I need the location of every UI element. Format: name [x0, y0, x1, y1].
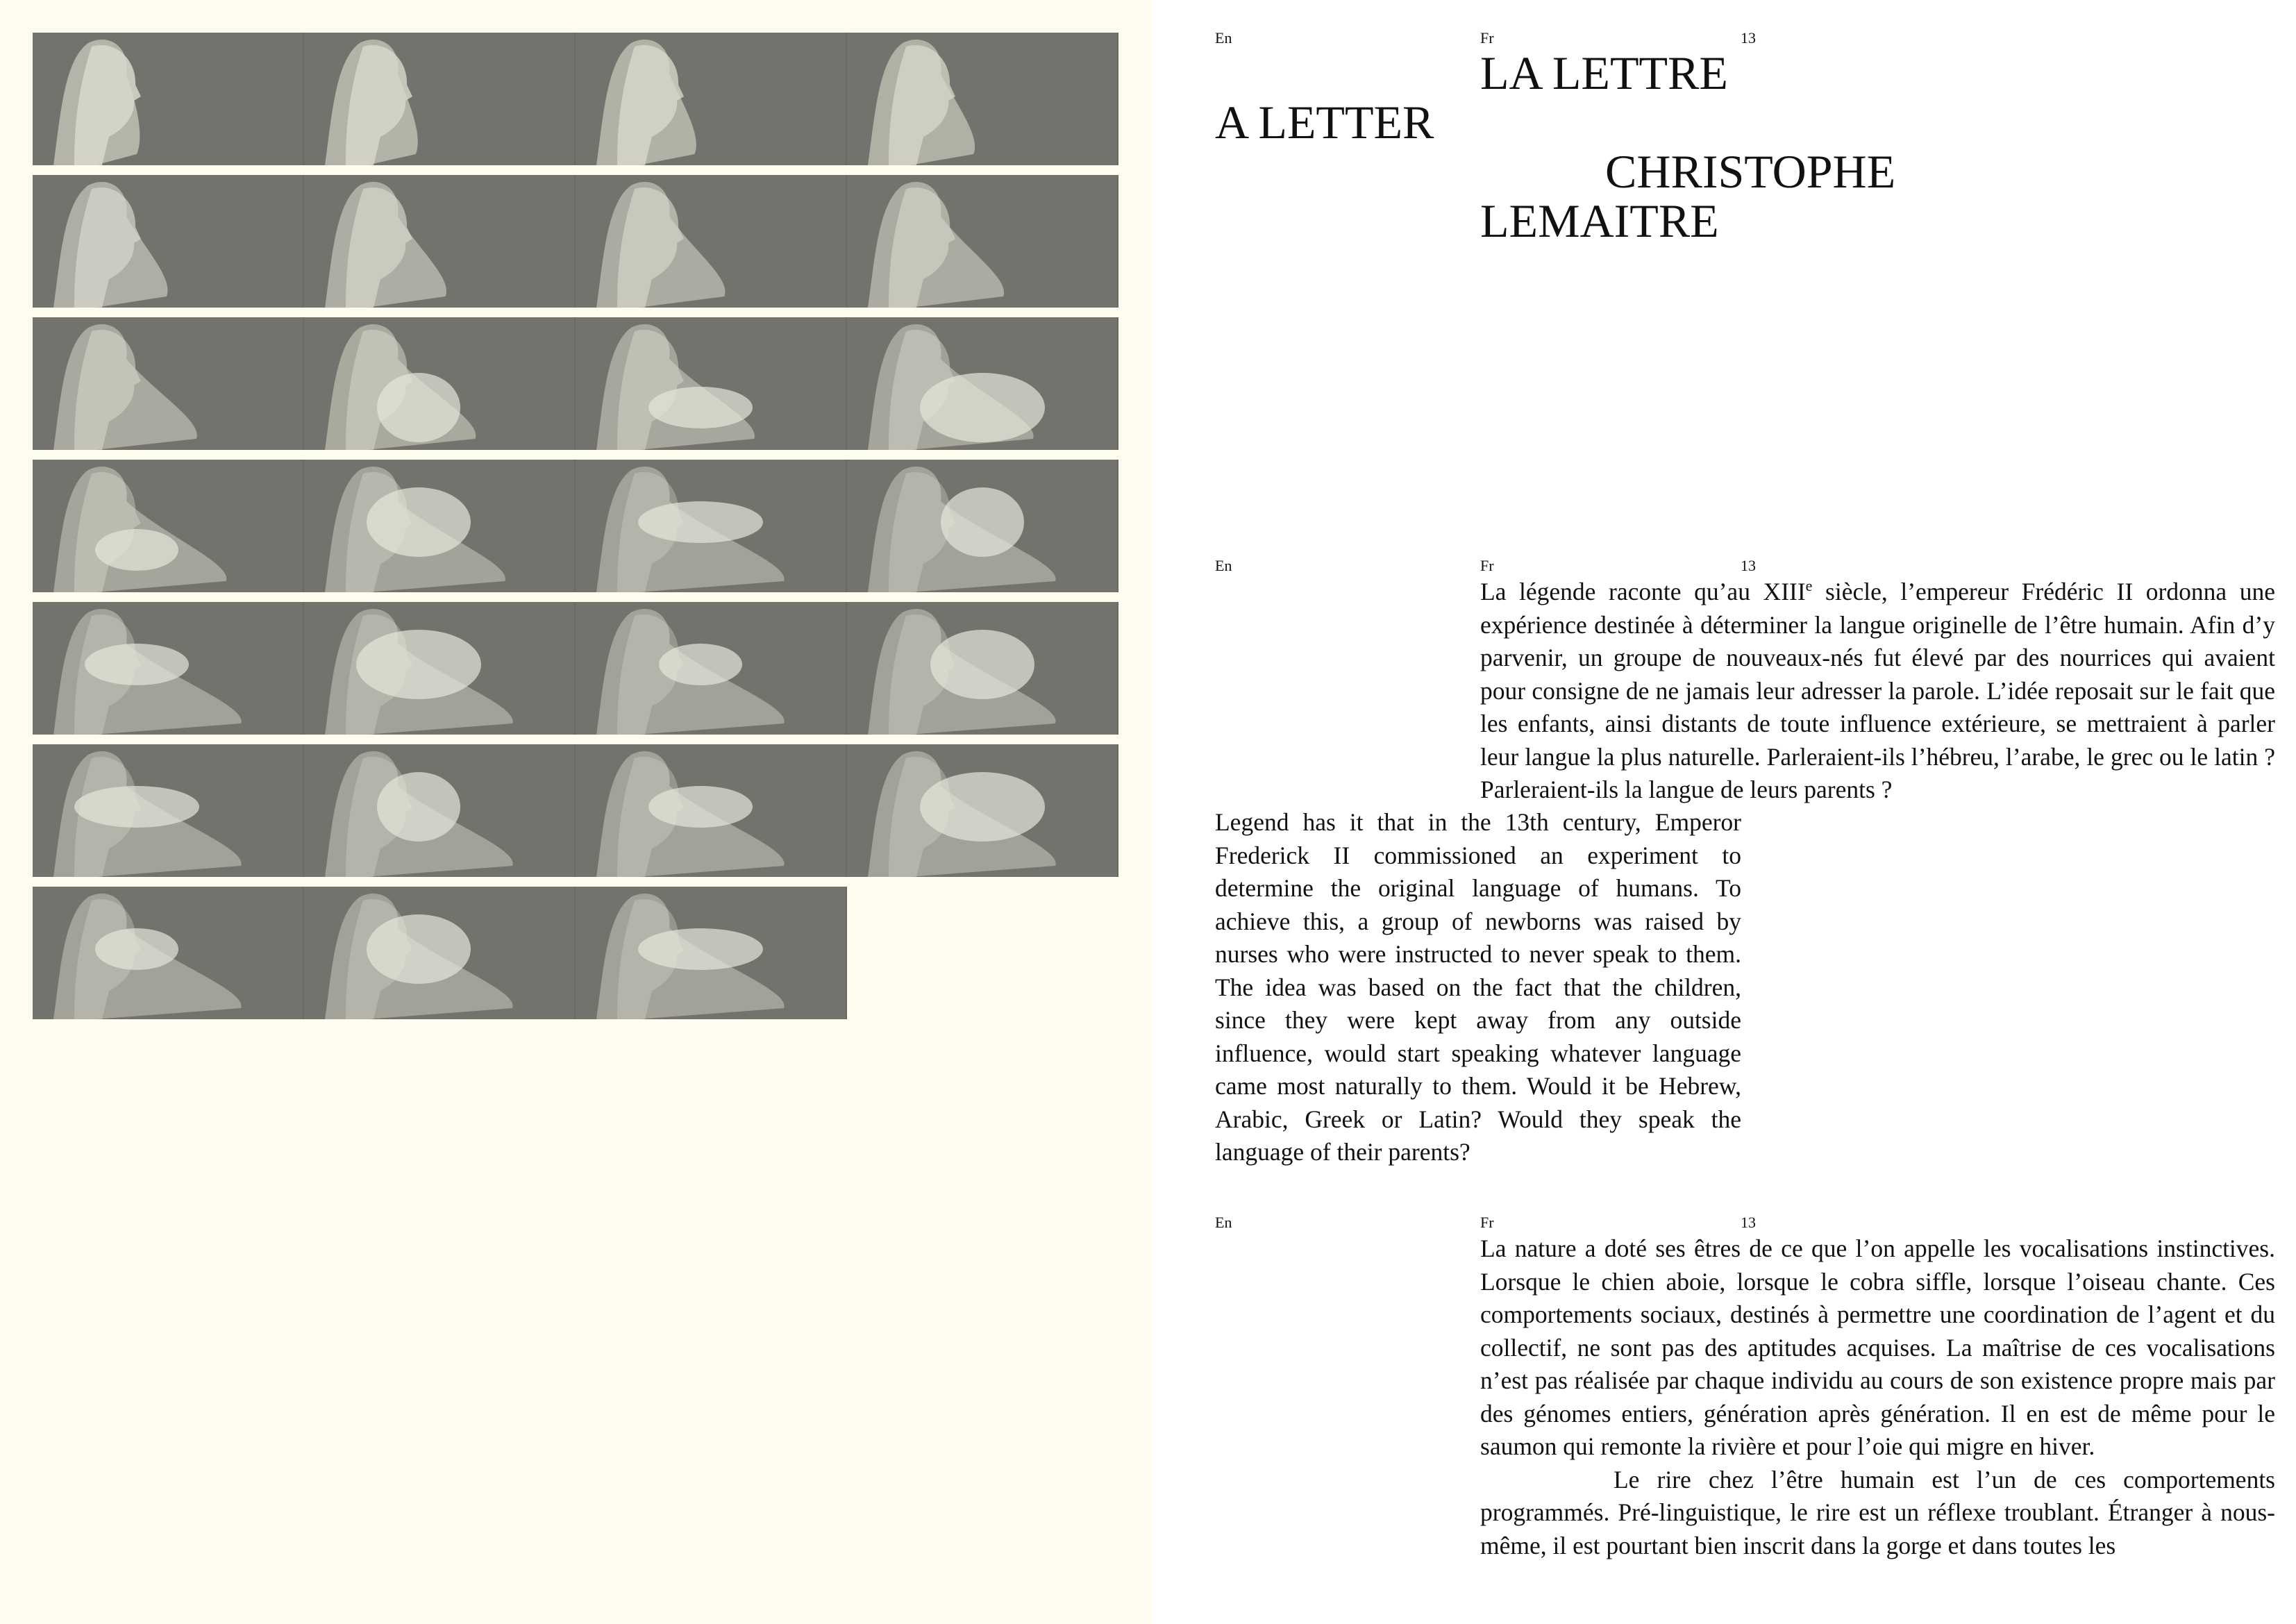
french-section-text: [1480, 1232, 2275, 1562]
portrait-figure: [576, 175, 847, 308]
page-number: 13: [1741, 1214, 1756, 1231]
portrait-figure: [304, 317, 576, 450]
film-frame: [576, 602, 847, 735]
portrait-figure: [847, 317, 1118, 450]
film-frame: [304, 175, 576, 308]
film-frame: [304, 33, 576, 165]
page-number: 13: [1741, 557, 1756, 574]
film-frame: [576, 460, 847, 592]
film-frame: [33, 744, 304, 877]
film-frame: [576, 175, 847, 308]
filmstrip-row: [33, 317, 1118, 450]
film-frame: [847, 460, 1118, 592]
author-last-name: LEMAITRE: [1480, 194, 1719, 247]
filmstrip-row: [33, 744, 1118, 877]
portrait-figure: [33, 317, 304, 450]
film-frame: [847, 317, 1118, 450]
portrait-figure: [847, 744, 1118, 877]
portrait-figure: [33, 744, 304, 877]
film-frame: [847, 744, 1118, 877]
film-frame: [33, 33, 304, 165]
portrait-figure: [576, 887, 847, 1019]
english-paragraph: Legend has it that in the 13th century, Emperor Frederick II commissioned an experiment to determine the original language of humans. To achieve this, a group of newborns was raised by nurses who were instructed to never speak to them. The idea was based on the fact that the children, since they were kept away from any outside influence, would start speaking whatever language came most naturally to them. Would it be Hebrew, Arabic, Greek or Latin? Would they speak the language of their parents?: [1215, 808, 1741, 1166]
portrait-figure: [304, 602, 576, 735]
portrait-figure: [576, 744, 847, 877]
portrait-figure: [304, 460, 576, 592]
portrait-figure: [33, 33, 304, 165]
portrait-figure: [33, 602, 304, 735]
portrait-figure: [304, 887, 576, 1019]
filmstrip-row: [33, 460, 1118, 592]
portrait-figure: [33, 460, 304, 592]
portrait-figure: [304, 33, 576, 165]
film-frame: [847, 602, 1118, 735]
film-frame: [847, 175, 1118, 308]
portrait-figure: [576, 317, 847, 450]
right-page: [1153, 0, 2296, 1624]
lang-label-fr: Fr: [1480, 557, 1494, 574]
filmstrip-row: [33, 33, 1118, 165]
title-french: LA LETTRE: [1480, 47, 1728, 99]
superscript: e: [1805, 577, 1813, 595]
portrait-figure: [847, 175, 1118, 308]
french-paragraph: La nature a doté ses êtres de ce que l’on appelle les vocalisations instinctives. Lorsque le chien aboie, lorsque le cobra siffle, lorsque l’oiseau chante. Ces comportements sociaux, destinés à permettre une coordination de l’agent et du collectif, ne sont pas des aptitudes acquises. La maîtrise de ces vocalisations n’est pas réalisée par chaque individu au cours de son existence propre mais par des génomes entiers, génération après génération. Il en est de même pour le saumon qui remonte la rivière et pour l’oie qui migre en hiver.: [1480, 1234, 2275, 1460]
title-english: A LETTER: [1215, 96, 1434, 149]
portrait-figure: [847, 602, 1118, 735]
film-frame: [576, 317, 847, 450]
film-frame: [576, 33, 847, 165]
portrait-figure: [304, 175, 576, 308]
portrait-figure: [576, 602, 847, 735]
lang-label-en: En: [1215, 557, 1232, 574]
film-frame: [304, 602, 576, 735]
lang-label-en: En: [1215, 1214, 1232, 1231]
lang-label-en: En: [1215, 29, 1232, 47]
portrait-figure: [304, 744, 576, 877]
film-frame: [304, 744, 576, 877]
french-paragraph: Le rire chez l’être humain est l’un de ces comportements programmés. Pré-linguistique, le rire est un réflexe troublant. Étranger à nous-même, il est pourtant bien inscrit dans la gorge et dans toutes les: [1480, 1465, 2275, 1559]
film-frame: [33, 887, 304, 1019]
portrait-figure: [847, 460, 1118, 592]
filmstrip-row: [33, 887, 847, 1019]
film-frame: [576, 744, 847, 877]
lang-label-fr: Fr: [1480, 29, 1494, 47]
portrait-figure: [576, 460, 847, 592]
author-first-name: CHRISTOPHE: [1605, 145, 1896, 198]
film-frame: [847, 33, 1118, 165]
page-number: 13: [1741, 29, 1756, 47]
film-frame: [33, 602, 304, 735]
film-frame: [304, 887, 576, 1019]
french-paragraph: [1480, 576, 2275, 807]
filmstrip-row: [33, 175, 1118, 308]
portrait-figure: [847, 33, 1118, 165]
french-text: La légende raconte qu’au XIII: [1480, 578, 1806, 605]
portrait-figure: [576, 33, 847, 165]
film-frame: [33, 460, 304, 592]
film-frame: [576, 887, 847, 1019]
film-frame: [304, 460, 576, 592]
film-frame: [33, 175, 304, 308]
french-text: siècle, l’empereur Frédéric II ordonna une expérience destinée à déterminer la langue originelle de l’être humain. Afin d’y parvenir, un groupe de nouveaux-nés fut élevé par des nourrices qui avaient pour consigne de ne jamais leur adresser la parole. L’idée reposait sur le fait que les enfants, ainsi distants de toute influence extérieure, se mettraient à parler leur langue la plus naturelle. Parleraient-ils l’hébreu, l’arabe, le grec ou le latin ? Parleraient-ils la langue de leurs parents ?: [1480, 578, 2275, 803]
portrait-figure: [33, 887, 304, 1019]
film-frame: [304, 317, 576, 450]
film-frame: [33, 317, 304, 450]
portrait-figure: [33, 175, 304, 308]
filmstrip-row: [33, 602, 1118, 735]
lang-label-fr: Fr: [1480, 1214, 1494, 1231]
